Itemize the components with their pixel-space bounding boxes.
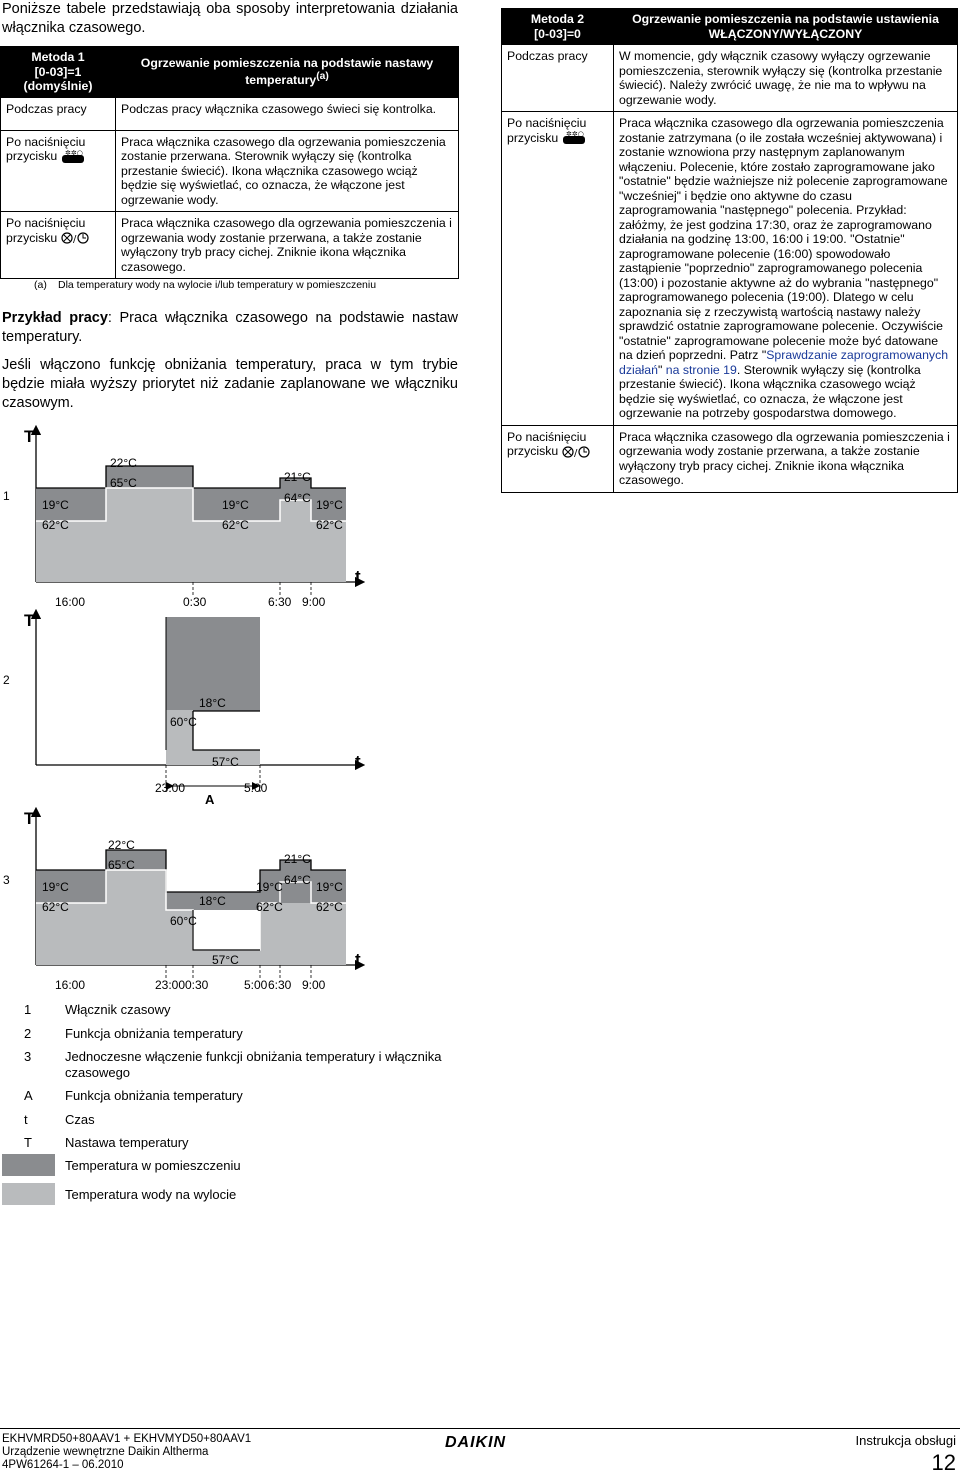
svg-text:t: t xyxy=(355,752,361,771)
svg-text:60°C: 60°C xyxy=(170,914,197,928)
row-text: Praca włącznika czasowego dla ogrzewania pomieszczenia i ogrzewania wody zostanie przerwana, a także zostanie wyłączony tryb pracy cichej. Zniknie ikona włącznika czasowego. xyxy=(116,212,459,279)
svg-text:65°C: 65°C xyxy=(110,476,137,490)
row-text: Praca włącznika czasowego dla ogrzewania pomieszczenia zostanie przerwana. Sterownik wyłączy się (kontrolka przestanie świecić). Ikona włącznika czasowego wciąż będzie się wyświetlać, co oznacza, że włączone jest ogrzewanie wody. xyxy=(116,130,459,212)
room-temp-swatch xyxy=(2,1154,55,1176)
svg-text:62°C: 62°C xyxy=(256,900,283,914)
svg-text:22°C: 22°C xyxy=(108,838,135,852)
svg-text:/: / xyxy=(72,234,77,246)
svg-text:16:00: 16:00 xyxy=(55,595,86,609)
svg-text:9:00: 9:00 xyxy=(302,595,326,609)
svg-text:21°C: 21°C xyxy=(284,852,311,866)
legend-item: T Nastawa temperatury xyxy=(24,1135,189,1150)
svg-text:65°C: 65°C xyxy=(108,858,135,872)
svg-text:9:00: 9:00 xyxy=(302,978,326,992)
legend-item: 1 Włącznik czasowy xyxy=(24,1002,171,1017)
svg-text:19°C: 19°C xyxy=(42,498,69,512)
svg-text:62°C: 62°C xyxy=(316,900,343,914)
daikin-logo: DAIKIN xyxy=(445,1434,507,1451)
table-footnote: (a) Dla temperatury wody na wylocie i/lub temperatury w pomieszczeniu xyxy=(34,279,377,291)
legend-item: 2 Funkcja obniżania temperatury xyxy=(24,1026,243,1041)
svg-text:6:30: 6:30 xyxy=(268,978,292,992)
page-number: 12 xyxy=(931,1450,956,1475)
intro-paragraph: Poniższe tabele przedstawiają oba sposoby interpretowania działania włącznika czasowego. xyxy=(2,1,458,36)
example-paragraph: Przykład pracy: Praca włącznika czasowego na podstawie nastaw temperatury. xyxy=(2,310,458,345)
svg-text:62°C: 62°C xyxy=(42,518,69,532)
svg-text:5:00: 5:00 xyxy=(244,781,268,795)
priority-paragraph: Jeśli włączono funkcję obniżania temperatury, praca w tym trybie będzie miała wyższy priorytet niż zadanie zaplanowane we włączniku czasowym. xyxy=(2,357,458,411)
svg-text:21°C: 21°C xyxy=(284,470,311,484)
axis-t-label: t xyxy=(355,567,361,586)
svg-text:23:00: 23:00 xyxy=(155,781,186,795)
schedule-link[interactable]: Sprawdzanie zaprogramowanych działań xyxy=(619,348,949,377)
row-label: Podczas pracy xyxy=(502,45,614,112)
svg-text:64°C: 64°C xyxy=(284,873,311,887)
svg-text:19°C: 19°C xyxy=(316,880,343,894)
legend-item: Temperatura w pomieszczeniu xyxy=(2,1152,462,1180)
row-label: Po naciśnięciu przycisku ✲✲○ xyxy=(1,130,116,212)
onoff-header: Ogrzewanie pomieszczenia na podstawie ustawienia WŁĄCZONY/WYŁĄCZONY xyxy=(614,9,958,45)
svg-text:0:30: 0:30 xyxy=(183,595,207,609)
axis-T-label: T xyxy=(24,427,35,446)
svg-text:19°C: 19°C xyxy=(42,880,69,894)
svg-text:19°C: 19°C xyxy=(256,880,283,894)
svg-text:62°C: 62°C xyxy=(222,518,249,532)
row-text: W momencie, gdy włącznik czasowy wyłączy ogrzewanie pomieszczenia, sterownik wyłączy się (kontrolka przestanie świecić). Należy zwrócić uwagę, że nie ma to wpływu na ogrzewanie wody. xyxy=(614,45,958,112)
svg-text:t: t xyxy=(355,950,361,969)
svg-text:0:30: 0:30 xyxy=(185,978,209,992)
combined-diagram xyxy=(3,809,361,992)
page-link[interactable]: na stronie 19 xyxy=(665,362,737,377)
svg-text:62°C: 62°C xyxy=(42,900,69,914)
svg-text:57°C: 57°C xyxy=(212,755,239,769)
setpoint-header: Ogrzewanie pomieszczenia na podstawie nastawy temperatury$^{(a)}$ xyxy=(116,47,459,98)
svg-text:60°C: 60°C xyxy=(170,715,197,729)
method2-header: Metoda 2 [0-03]=0 xyxy=(502,9,614,45)
water-temp-swatch xyxy=(2,1183,55,1205)
method1-table xyxy=(0,46,459,279)
setback-diagram xyxy=(3,611,361,807)
svg-text:19°C: 19°C xyxy=(222,498,249,512)
svg-text:57°C: 57°C xyxy=(212,953,239,967)
svg-text:/: / xyxy=(573,447,578,459)
footer-model: EKHVMRD50+80AAV1 + EKHVMYD50+80AAV1 Urządzenie wewnętrzne Daikin Altherma 4PW61264-1 – 06.2010 xyxy=(2,1433,252,1471)
svg-text:19°C: 19°C xyxy=(316,498,343,512)
svg-text:18°C: 18°C xyxy=(199,894,226,908)
svg-text:T: T xyxy=(24,611,35,630)
setback-marker: A xyxy=(205,792,215,807)
power-timer-icon xyxy=(562,445,592,459)
power-timer-icon xyxy=(61,231,91,245)
legend-item: Temperatura wody na wylocie xyxy=(2,1181,462,1209)
svg-text:22°C: 22°C xyxy=(110,456,137,470)
svg-text:T: T xyxy=(24,809,35,828)
svg-text:5:00: 5:00 xyxy=(244,978,268,992)
legend-item: A Funkcja obniżania temperatury xyxy=(24,1088,243,1103)
legend-item: t Czas xyxy=(24,1112,95,1127)
svg-text:16:00: 16:00 xyxy=(55,978,86,992)
svg-text:✲✲○: ✲✲○ xyxy=(64,149,83,157)
method1-header: Metoda 1 [0-03]=1 (domyślnie) xyxy=(1,47,116,98)
manual-title: Instrukcja obsługi xyxy=(855,1433,956,1448)
quiet-mode-icon xyxy=(61,150,85,164)
svg-text:3: 3 xyxy=(3,873,10,887)
legend-item: 3 Jednoczesne włączenie funkcji obniżania temperatury i włącznika czasowego xyxy=(24,1049,442,1080)
svg-text:2: 2 xyxy=(3,673,10,687)
svg-text:64°C: 64°C xyxy=(284,491,311,505)
row-label: Po naciśnięciu przycisku / xyxy=(502,425,614,492)
svg-text:✲✲○: ✲✲○ xyxy=(565,131,584,139)
quiet-mode-icon xyxy=(562,131,586,145)
row-label: Po naciśnięciu przycisku ✲✲○ xyxy=(502,112,614,426)
timer-diagram xyxy=(3,427,361,609)
svg-text:23:00: 23:00 xyxy=(155,978,186,992)
schedule-diagrams xyxy=(0,420,470,1000)
row-text: Praca włącznika czasowego dla ogrzewania pomieszczenia i ogrzewania wody zostanie przerwana, a także zostanie wyłączony tryb pracy cichej. Zniknie ikona włącznika czasowego. xyxy=(614,425,958,492)
svg-text:6:30: 6:30 xyxy=(268,595,292,609)
method2-table xyxy=(501,8,958,493)
row-text: Praca włącznika czasowego dla ogrzewania pomieszczenia zostanie zatrzymana (o ile została wcześniej aktywowana) i zostanie wznowiona przy następnym zaplanowanym włączeniu. Polecenie, które zostało zaprogramowane jako "ostatnie" będzie ważniejsze niż polecenie zaprogramowane "wcześniej" i będzie ono aktywne do czasu zaprogramowania "następnego" polecenia. Przykład: załóżmy, że jest godzina 17:30, oraz że zaprogramowano działania na godzinę 13:00, 16:00 i 19:00. "Ostatnie" zaprogramowane polecenie (16:00) spowodowało zastąpienie "poprzednio" zaprogramowanego polecenia (13:00) i pozostanie aktywne aż do wybrania "następnego" zaprogramowanego polecenia (19:00). Dlatego w celu zapoznania się z rzeczywistą wartością nastawy należy sprawdzić ostatnie zaprogramowane polecenie. Oczywiście "ostatnie" zaprogramowane polecenie może być datowane na dzień poprzedni. Patrz "Sprawdzanie zaprogramowanych działań" na stronie 19. Sterownik wyłączy się (kontrolka przestanie świecić). Ikona włącznika czasowego wciąż będzie się wyświetlać, co oznacza, że włączone jest ogrzewanie na potrzeby gospodarstwa domowego. xyxy=(614,112,958,426)
diagram-number: 1 xyxy=(3,489,10,503)
svg-text:62°C: 62°C xyxy=(316,518,343,532)
row-label: Podczas pracy xyxy=(1,97,116,130)
row-text: Podczas pracy włącznika czasowego świeci się kontrolka. xyxy=(116,97,459,130)
svg-text:18°C: 18°C xyxy=(199,696,226,710)
row-label: Po naciśnięciu przycisku / xyxy=(1,212,116,279)
footer-rule xyxy=(0,1428,960,1429)
